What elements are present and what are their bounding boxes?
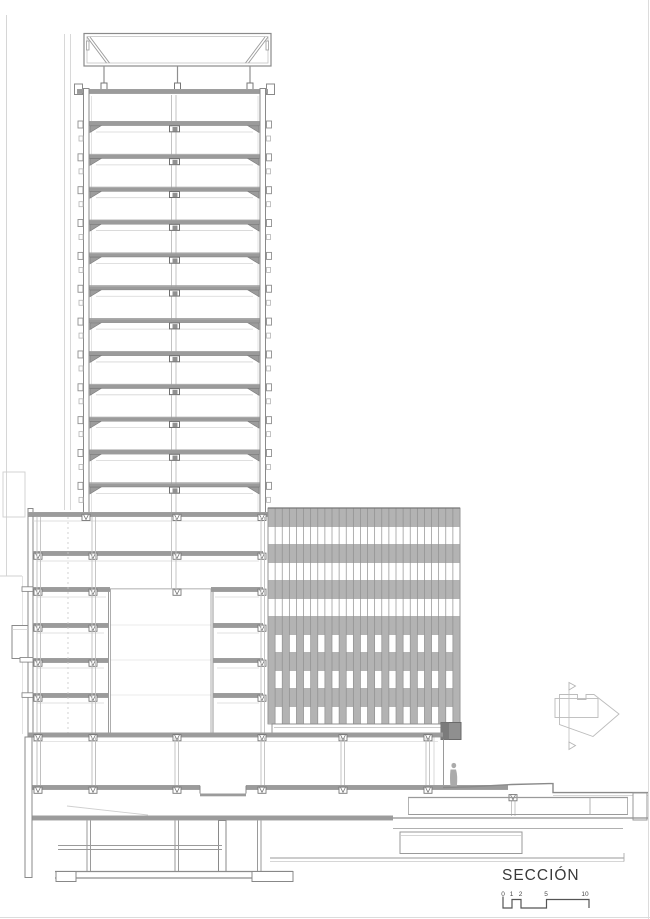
facade-tab [78, 220, 83, 227]
checker-panel [439, 671, 446, 688]
curtain-wall-facade [268, 508, 461, 787]
scale-tick-label: 5 [544, 891, 548, 898]
slab-bracket-left [90, 323, 101, 330]
spandrel-band [268, 652, 460, 671]
slab-bracket-left [90, 257, 101, 264]
checker-panel [382, 707, 389, 724]
facade-tab [267, 384, 272, 391]
slab-bracket-left [90, 389, 101, 396]
facade-tab-mid [79, 333, 83, 338]
scale-bar-glyph [503, 897, 589, 909]
checker-panel [410, 671, 417, 688]
basement [25, 737, 648, 882]
slab-bracket-right [248, 487, 259, 494]
facade-tab-mid [267, 267, 271, 272]
facade-tab-mid [267, 432, 271, 437]
checker-panel [311, 635, 318, 652]
facade-tab [78, 121, 83, 128]
facade-tab-mid [267, 202, 271, 207]
atrium-void [109, 589, 214, 733]
facade-tab-mid [79, 432, 83, 437]
tower-floor-slab [90, 319, 260, 322]
checker-panel [368, 635, 375, 652]
facade-tab-mid [79, 497, 83, 502]
facade-tab [78, 384, 83, 391]
facade-tab-mid [267, 366, 271, 371]
checker-panel [410, 635, 417, 652]
spandrel-band [268, 508, 460, 527]
checker-panel [410, 707, 417, 724]
facade-tab-mid [79, 300, 83, 305]
podium [12, 509, 268, 787]
checker-panel [296, 635, 303, 652]
spandrel-band [268, 544, 460, 563]
roof-slab [77, 90, 268, 93]
checker-panel [396, 635, 403, 652]
slab-bracket-right [248, 323, 259, 330]
checker-panel [282, 635, 289, 652]
facade-tab-mid [267, 465, 271, 470]
facade-tab [267, 318, 272, 325]
spandrel-band [268, 688, 460, 707]
facade-tab [267, 351, 272, 358]
checker-panel [282, 671, 289, 688]
facade-tab-mid [79, 235, 83, 240]
facade-tab-mid [267, 497, 271, 502]
slab-bracket-left [90, 159, 101, 166]
column-connector-core [173, 291, 178, 296]
podium-wall-left [28, 509, 33, 738]
facade-tab [267, 285, 272, 292]
key-plan [555, 683, 619, 750]
facade-tab [78, 285, 83, 292]
column-connector-core [173, 357, 178, 362]
tower-floor-slab [90, 286, 260, 289]
facade-tab [267, 187, 272, 194]
person-figure [450, 763, 457, 787]
checker-panel [268, 635, 275, 652]
facade-tab-mid [267, 169, 271, 174]
facade-tab [267, 121, 272, 128]
canopy-beam [272, 724, 443, 733]
slab-bracket-left [90, 290, 101, 297]
facade-tab [78, 417, 83, 424]
crown-post-foot [247, 83, 253, 90]
tower-floor-slab [90, 483, 260, 486]
ramp-line [67, 806, 148, 815]
facade-tab-mid [79, 465, 83, 470]
scale-bar [501, 891, 589, 908]
footing [252, 872, 293, 882]
facade-tab-mid [267, 136, 271, 141]
checker-panel [368, 671, 375, 688]
slab-bracket-right [248, 224, 259, 231]
person-head [451, 763, 456, 768]
slab-bracket-right [248, 192, 259, 199]
crown [84, 34, 271, 90]
facade-tab-mid [79, 169, 83, 174]
footing [56, 872, 76, 882]
tower-floor-slab [90, 253, 260, 256]
projecting-bay [12, 626, 28, 659]
scale-tick-label: 1 [509, 891, 514, 898]
podium-floor-slab [213, 659, 263, 662]
column-connector-core [173, 488, 178, 493]
tower-floor-slab [90, 155, 260, 158]
slab-bracket-left [90, 126, 101, 133]
column-connector-core [173, 193, 178, 198]
checker-panel [339, 707, 346, 724]
checker-panel [282, 707, 289, 724]
crown-post-foot [175, 83, 181, 90]
scale-tick-label: 10 [581, 891, 589, 898]
slab-bracket-left [90, 356, 101, 363]
section-flag-icon [569, 683, 576, 691]
facade-tab [78, 318, 83, 325]
facade-tab-mid [267, 333, 271, 338]
column-connector-core [173, 324, 178, 329]
column-connector-core [173, 423, 178, 428]
tower [75, 84, 275, 517]
facade-tab-mid [79, 399, 83, 404]
facade-tab [267, 252, 272, 259]
slab-notch-bottom [200, 794, 246, 797]
column-connector-core [173, 390, 178, 395]
tower-floor-slab [90, 352, 260, 355]
facade-tab [78, 482, 83, 489]
tower-floor-slab [90, 221, 260, 224]
facade-tab-mid [79, 136, 83, 141]
facade-tab-mid [79, 267, 83, 272]
checker-panel [424, 671, 431, 688]
spandrel-band [268, 580, 460, 599]
facade-tab [78, 351, 83, 358]
checker-panel [311, 707, 318, 724]
podium-floor-slab [213, 694, 263, 697]
tower-wall-right [260, 89, 266, 518]
scale-tick-label: 2 [518, 891, 523, 898]
podium-floor-slab [213, 624, 263, 627]
basement2-slab [28, 817, 393, 820]
tower-floor-slab [90, 188, 260, 191]
slab-bracket-right [248, 159, 259, 166]
tower-floor-slab [90, 385, 260, 388]
tower-wall-left [84, 89, 90, 518]
checker-panel [439, 635, 446, 652]
slab-bracket-right [248, 257, 259, 264]
slab-bracket-left [90, 224, 101, 231]
balcony-slab [22, 693, 33, 698]
slab-bracket-left [90, 487, 101, 494]
plaza-retaining-wall [633, 793, 647, 820]
balcony-slab [20, 658, 33, 663]
scale-tick-label: 0 [501, 891, 505, 898]
checker-panel [382, 671, 389, 688]
facade-tab-mid [267, 300, 271, 305]
column-connector-core [173, 258, 178, 263]
checker-panel [325, 635, 332, 652]
checker-panel [396, 671, 403, 688]
checker-panel [396, 707, 403, 724]
checker-panel [353, 635, 360, 652]
checker-panel [439, 707, 446, 724]
section-flag-icon [569, 742, 576, 750]
drawing-title: SECCIÓN [502, 867, 580, 884]
crown-frame [84, 34, 271, 67]
facade-tab [78, 252, 83, 259]
facade-tab [78, 450, 83, 457]
tower-floor-slab [90, 451, 260, 454]
facade-tab [267, 220, 272, 227]
basement-wall-left [25, 737, 32, 878]
checker-panel [268, 707, 275, 724]
column-connector-core [173, 160, 178, 165]
crown-end-tick [87, 41, 90, 50]
person-body [450, 770, 457, 787]
facade-tab [267, 417, 272, 424]
facade-tab-mid [267, 399, 271, 404]
facade-tab [78, 187, 83, 194]
podium-floor-slab [211, 588, 263, 591]
slab-bracket-right [248, 454, 259, 461]
facade-tab-mid [79, 202, 83, 207]
slab-bracket-right [248, 126, 259, 133]
tower-floor-slab [90, 418, 260, 421]
ground-floor [28, 733, 508, 796]
checker-panel [353, 707, 360, 724]
building-footprint-wing [555, 699, 598, 718]
column-connector-core [173, 456, 178, 461]
slab-bracket-right [248, 421, 259, 428]
crown-post-foot [101, 83, 107, 90]
facade-tab [267, 450, 272, 457]
podium-floor-slab [33, 552, 263, 555]
crown-end-tick [266, 41, 269, 50]
checker-panel [268, 671, 275, 688]
slab-bracket-right [248, 290, 259, 297]
balcony-slab [22, 587, 33, 592]
slab-bracket-left [90, 192, 101, 199]
facade-tab [267, 154, 272, 161]
checker-panel [296, 671, 303, 688]
checker-panel [453, 707, 460, 724]
slab-bracket-left [90, 454, 101, 461]
facade-tab-mid [267, 235, 271, 240]
facade-tab-mid [79, 366, 83, 371]
title-block [502, 867, 580, 884]
facade-tab [78, 154, 83, 161]
podium-floor-slab [33, 588, 110, 591]
column-connector-core [173, 127, 178, 132]
checker-panel [296, 707, 303, 724]
column-connector-core [173, 226, 178, 231]
checker-panel [368, 707, 375, 724]
checker-panel [453, 671, 460, 688]
checker-panel [453, 635, 460, 652]
checker-panel [339, 635, 346, 652]
checker-panel [382, 635, 389, 652]
checker-panel [424, 635, 431, 652]
tower-floor-slab [90, 122, 260, 125]
podium-roof-slab [28, 513, 268, 516]
checker-panel [424, 707, 431, 724]
checker-panel [325, 671, 332, 688]
slab-bracket-right [248, 389, 259, 396]
building-footprint [560, 695, 620, 737]
checker-panel [311, 671, 318, 688]
checker-panel [339, 671, 346, 688]
checker-panel [325, 707, 332, 724]
slab-bracket-right [248, 356, 259, 363]
facade-tab [267, 482, 272, 489]
spandrel-band [268, 616, 460, 635]
checker-panel [353, 671, 360, 688]
slab-bracket-left [90, 421, 101, 428]
